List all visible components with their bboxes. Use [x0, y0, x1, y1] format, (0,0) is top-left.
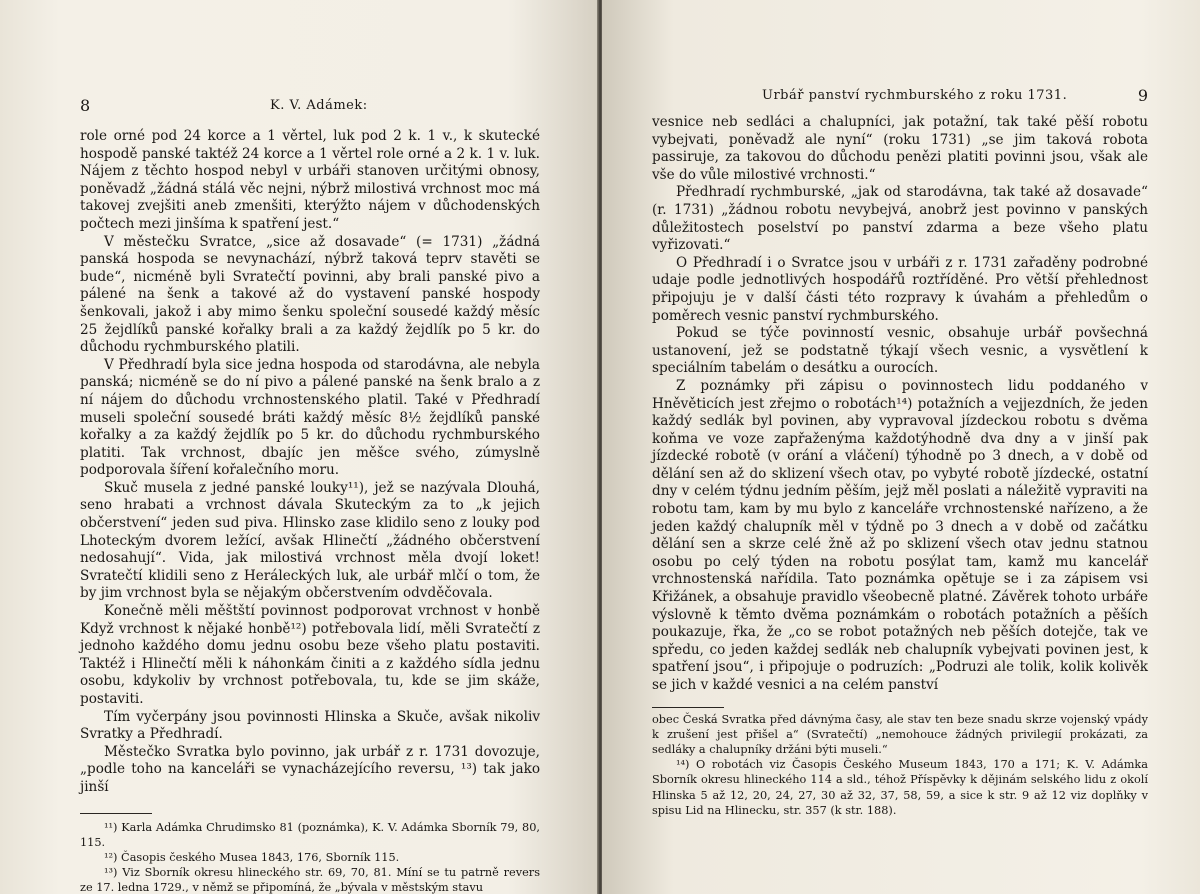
left-page-body	[80, 128, 540, 797]
paragraph: Předhradí rychmburské, „jak od starodávna, tak také až dosavade“ (r. 1731) „žádnou robotu nevybejvá, anobrž jest povinno v panských důležitostech poselství po panství zdarma a beze všeho platu vyřizovati.“	[652, 184, 1148, 254]
paragraph: Konečně měli měštští povinnost podporovat vrchnost v honbě Když vrchnost k nějaké honbě¹²) potřebovala lidí, měli Svratečtí z jednoho každého domu jednu osobu beze všeho platu postaviti. Taktéž i Hlinečtí měli k náhonkám činiti a z každého sídla jednu osobu, kdykoliv by vrchnost potřebovala, tu, kde se jim skáže, postaviti.	[80, 603, 540, 707]
paragraph: Městečko Svratka bylo povinno, jak urbář z r. 1731 dovozuje, „podle toho na kanceláři se vynacházejícího reversu, ¹³) tak jako jinší	[80, 743, 540, 795]
left-footnotes	[80, 820, 540, 894]
right-footnotes	[652, 712, 1148, 818]
right-page-body	[652, 114, 1148, 695]
footnote-rule	[652, 707, 724, 708]
footnote: obec Česká Svratka před dávnýma časy, ale stav ten beze snadu skrze vojenský vpády k zrušení jest přišel a“ (Svratečtí) „nemohouce žádných privilegií prokázati, za sedláky a chalupníky držáni býti museli.“	[652, 712, 1148, 756]
right-page	[602, 0, 1200, 894]
running-head-left: K. V. Adámek:	[270, 98, 368, 113]
footnote: ¹²) Časopis českého Musea 1843, 176, Sborník 115.	[104, 850, 400, 864]
paragraph: Z poznámky při zápisu o povinnostech lidu poddaného v Hněvěticích jest zřejmo o robotách¹⁴) potažních a vejjezdních, že jeden každý sedlák byl povinen, aby vypravoval jízdeckou robotu s dvěma koňma ve voze zapřaženýma každotýhodně dva dny a v jinší pak jízdecké robotě (v orání a vláčení) týhodně po 3 dnech, a v době od dělání sen až do sklizení všech otav, po vybyté robotě jízdecké, ostatní dny v celém týdnu jedním pěším, jejž měl poslati a náležitě vypraviti na robotu tam, kam by mu bylo z kanceláře vrchnostenské nařízeno, a že jeden každý chalupník měl v týdně po 3 dnech a v době od začátku dělání sen a skrze celé žně až po sklizení všech otav jednu statnou osobu po celý týden na robotu posýlat tam, kamž mu kancelář vrchnostenská nařídila. Tato poznámka opětuje se i za zápisem vsi Křižánek, a obsahuje pravidlo všeobecně platné. Závěrek tohoto urbáře výslovně k těmto dvěma poznámkám o robotách potažních a pěších poukazuje, řka, že „co se robot potažných neb pěších dotejče, tak ve spředu, co jeden každej sedlák neb chalupník vybejvati povinen jest, k spatření jsou“, i připojuje o podruzích: „Podruzi ale tolik, kolik kolivěk se jich v každé vesnici a na celém panství	[652, 377, 1148, 693]
running-head-right: Urbář panství rychmburského z roku 1731.	[762, 88, 1068, 103]
paragraph: Tím vyčerpány jsou povinnosti Hlinska a Skuče, avšak nikoliv Svratky a Předhradí.	[80, 708, 540, 743]
page-number-left: 8	[80, 96, 91, 115]
paragraph: Pokud se týče povinností vesnic, obsahuje urbář povšechná ustanovení, jež se podstatně týkají všech vesnic, a vysvětlení k speciálním tabelám o desátku a ourocích.	[652, 325, 1148, 377]
right-page-header	[652, 86, 1148, 112]
left-page-header	[80, 96, 540, 122]
paragraph: Skuč musela z jedné panské louky¹¹), jež se nazývala Dlouhá, seno hrabati a vrchnost dávala Skuteckým za to „k jejich občerstvení“ jeden sud piva. Hlinsko zase klidilo seno z louky pod Lhoteckým dvorem ležící, avšak Hlinečtí „žádného občerstvení nedosahují“. Vida, jak milostivá vrchnost měla dvojí loket! Svratečtí klidili seno z Heráleckých luk, ale urbář mlčí o tom, že by jim vrchnost byla se nějakým občerstvením odvděčovala.	[80, 479, 540, 602]
left-page	[0, 0, 598, 894]
footnote: ¹¹) Karla Adámka Chrudimsko 81 (poznámka), K. V. Adámka Sborník 79, 80, 115.	[80, 820, 540, 849]
paragraph: O Předhradí i o Svratce jsou v urbáři z r. 1731 zařaděny podrobné udaje podle jednotlivých hospodářů roztříděné. Pro větší přehlednost připojuju je v další části této rozpravy k úvahám a přehledům o poměrech vesnic panství rychmburského.	[652, 254, 1148, 324]
page-number-right: 9	[1137, 86, 1148, 105]
paragraph: vesnice neb sedláci a chalupníci, jak potažní, tak také pěší robotu vybejvati, poněvadž ale nyní“ (roku 1731) „se jim taková robota passiruje, za takovou do důchodu penězi platiti povinni jsou, však ale vše do vůle milostivé vrchnosti.“	[652, 114, 1148, 183]
footnote-rule	[80, 813, 152, 814]
footnote: ¹⁴) O robotách viz Časopis Českého Museum 1843, 170 a 171; K. V. Adámka Sborník okresu hlineckého 114 a sld., téhož Příspěvky k dějinám selského lidu z okolí Hlinska 5 až 12, 20, 24, 27, 30 až 32, 37, 58, 59, a sice k str. 9 až 12 viz doplňky v spisu Lid na Hlinecku, str. 357 (k str. 188).	[652, 758, 1148, 817]
footnote: ¹³) Viz Sborník okresu hlineckého str. 69, 70, 81. Míní se tu patrně revers ze 17. ledna 1729., v němž se připomíná, že „bývala v městským stavu	[80, 866, 540, 894]
paragraph: role orné pod 24 korce a 1 věrtel, luk pod 2 k. 1 v., k skutecké hospodě panské taktéž 24 korce a 1 věrtel role orné a 2 k. 1 v. luk. Nájem z těchto hospod nebyl v urbáři stanoven určitými obnosy, poněvadž „žádná stálá věc nejni, nýbrž milostivá vrchnost moc má takovej zvejšiti aneb zmenšiti, kterýžto nájem v důchodenských počtech mezi jinšíma k spatření jest.“	[80, 128, 540, 232]
paragraph: V městečku Svratce, „sice až dosavade“ (= 1731) „žádná panská hospoda se nevynachází, nýbrž taková teprv stavěti se bude“, nicméně byli Svratečtí povinni, aby brali panské pivo a pálené na šenk a takové až do vystavení panské hospody šenkovali, jakož i aby mimo šenku společní sousedé každý měsíc 25 žejdlíků panské kořalky brali a za každý žejdlík po 5 kr. do důchodu rychmburského platili.	[80, 233, 540, 356]
paragraph: V Předhradí byla sice jedna hospoda od starodávna, ale nebyla panská; nicméně se do ní pivo a pálené panské na šenk bralo a z ní nájem do důchodu vrchnostenského platil. Také v Předhradí museli společní sousedé bráti každý měsíc 8½ žejdlíků panské kořalky a za každý žejdlík po 5 kr. do důchodu rychmburského platiti. Tak vrchnost, dbajíc jen měšce svého, zúmyslně podporovala šíření kořalečního moru.	[80, 356, 540, 479]
